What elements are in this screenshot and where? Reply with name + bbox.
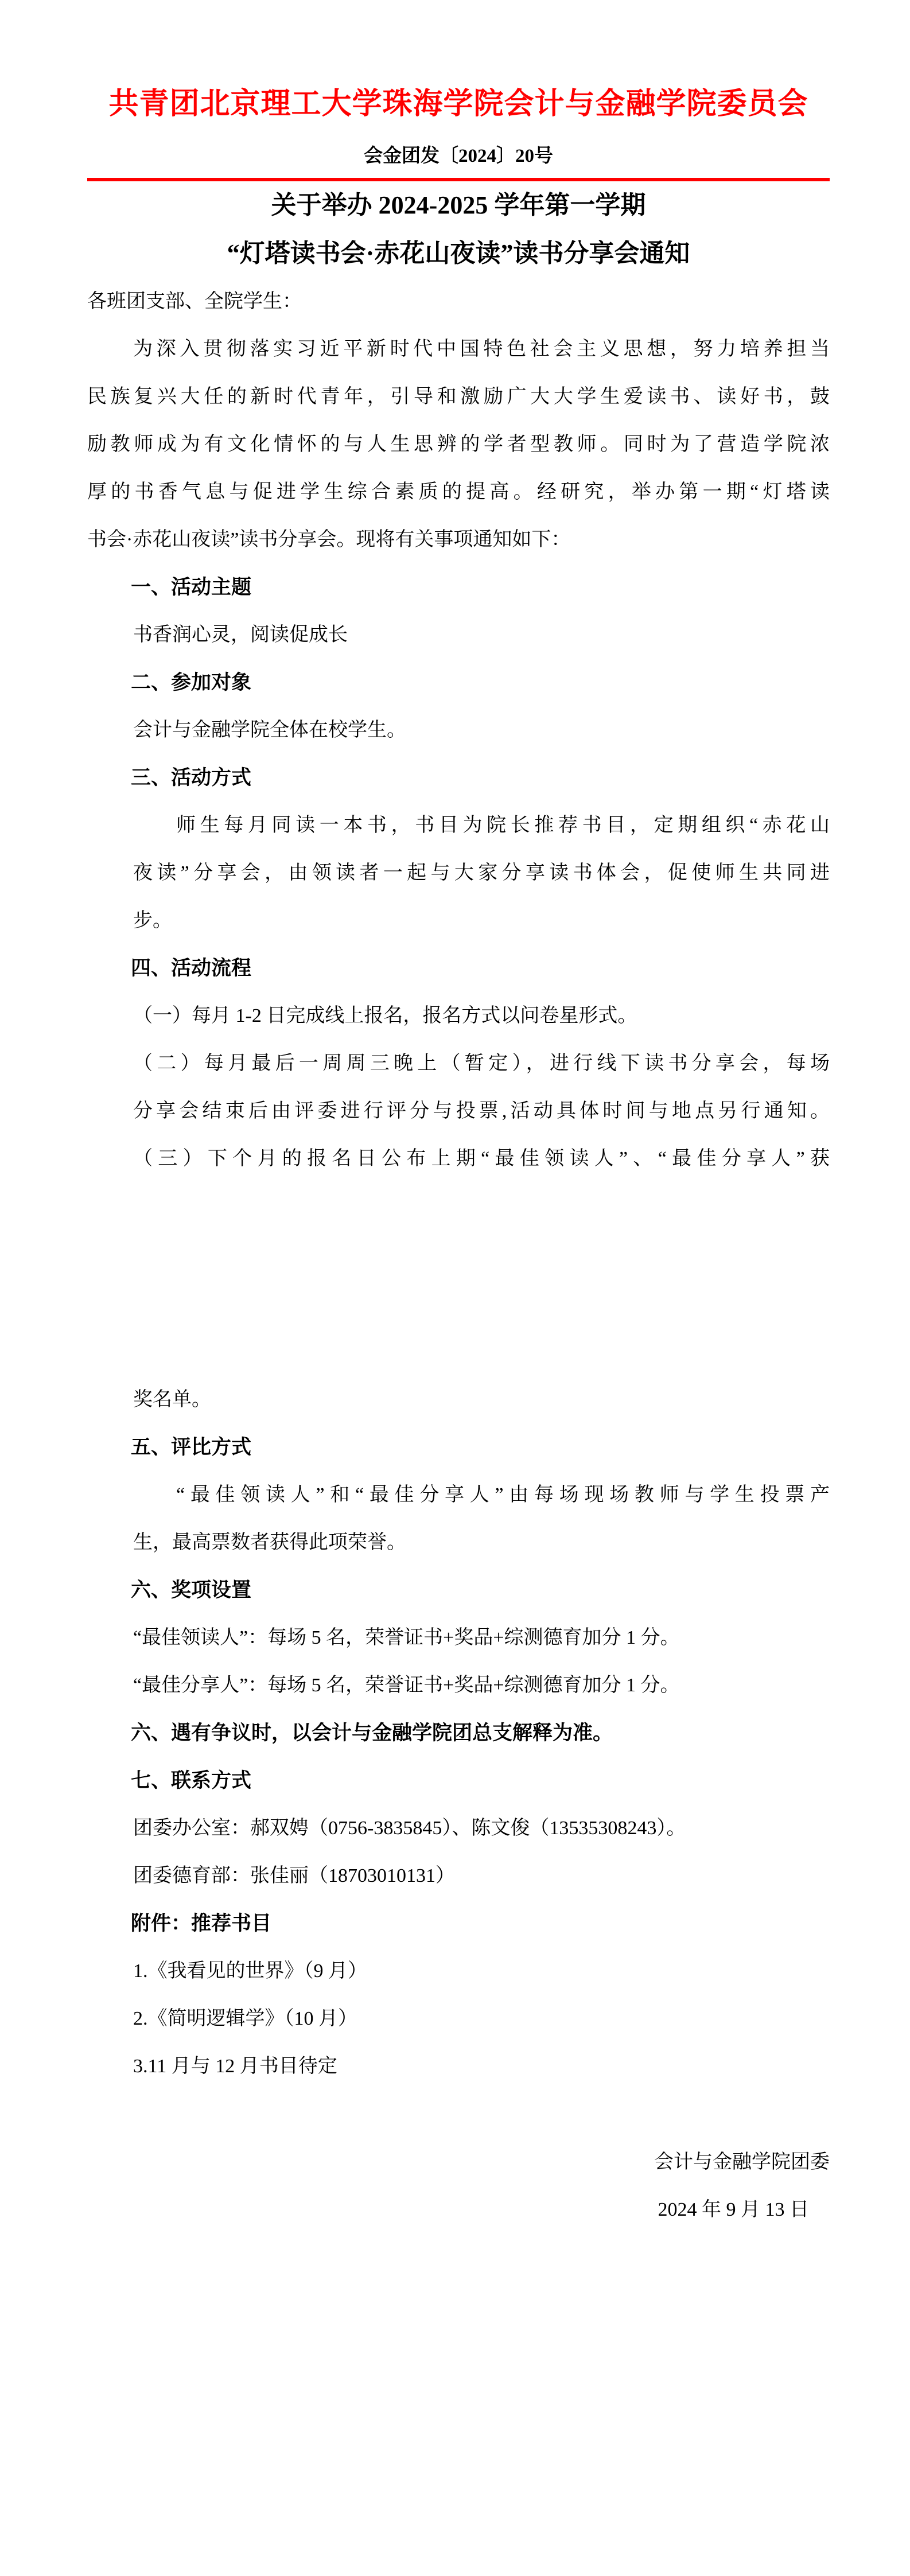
doc-title-line1: 关于举办 2024-2025 学年第一学期 [271,191,646,219]
intro-line: 书会·赤花山夜读”读书分享会。现将有关事项通知如下： [87,529,571,550]
body-line: “最佳分享人”：每场 5 名，荣誉证书+奖品+综测德育加分 1 分。 [133,1675,680,1696]
section-heading-participants: 二、参加对象 [131,671,252,694]
book-list-item: 2.《简明逻辑学》（10 月） [133,2008,357,2029]
body-line: “最佳领读人”：每场 5 名，荣誉证书+奖品+综测德育加分 1 分。 [133,1627,680,1648]
section-heading-method: 三、活动方式 [131,766,252,789]
signature-date: 2024 年 9 月 13 日 [658,2199,809,2220]
signature-org: 会计与金融学院团委 [654,2151,830,2173]
body-line: 生，最高票数者获得此项荣誉。 [133,1532,406,1553]
doc-number: 会金团发〔2024〕20号 [364,146,553,166]
section-heading-dispute: 六、遇有争议时，以会计与金融学院团总支解释为准。 [131,1722,613,1744]
body-line: “最佳领读人”和“最佳分享人”由每场现场教师与学生投票产 [176,1484,830,1505]
contact-line: 团委办公室：郝双娉（0756-3835845）、陈文俊（13535308243）。 [133,1818,686,1839]
body-line: 步。 [133,910,172,931]
book-list-item: 3.11 月与 12 月书目待定 [133,2056,337,2077]
intro-line: 励教师成为有文化情怀的与人生思辨的学者型教师。同时为了营造学院浓 [87,434,830,455]
body-line: 奖名单。 [133,1389,211,1410]
contact-line: 团委德育部：张佳丽（18703010131） [133,1865,455,1886]
body-line: （一）每月 1-2 日完成线上报名，报名方式以问卷星形式。 [133,1005,637,1026]
book-list-item: 1.《我看见的世界》（9 月） [133,1960,367,1982]
body-line: 分享会结束后由评委进行评分与投票,活动具体时间与地点另行通知。 [133,1100,830,1122]
section-heading-theme: 一、活动主题 [131,576,252,598]
section-heading-awards: 六、奖项设置 [131,1579,252,1601]
doc-title-line2: “灯塔读书会·赤花山夜读”读书分享会通知 [227,239,690,267]
body-line: （二）每月最后一周周三晚上（暂定），进行线下读书分享会，每场 [133,1053,830,1074]
section-heading-process: 四、活动流程 [131,957,252,979]
section-heading-attachment: 附件：推荐书目 [131,1912,272,1935]
org-title: 共青团北京理工大学珠海学院会计与金融学院委员会 [108,88,808,120]
body-line: 书香润心灵，阅读促成长 [133,624,348,645]
intro-line: 为深入贯彻落实习近平新时代中国特色社会主义思想，努力培养担当 [133,338,830,360]
intro-line: 厚的书香气息与促进学生综合素质的提高。经研究，举办第一期“灯塔读 [87,481,830,503]
body-line: （三）下个月的报名日公布上期“最佳领读人”、“最佳分享人”获 [133,1148,830,1169]
body-line: 会计与金融学院全体在校学生。 [133,719,406,741]
body-line: 夜读”分享会，由领读者一起与大家分享读书体会，促使师生共同进 [133,862,830,884]
body-line: 师生每月同读一本书，书目为院长推荐书目，定期组织“赤花山 [176,815,830,836]
section-heading-contact: 七、联系方式 [131,1769,252,1792]
intro-line: 民族复兴大任的新时代青年，引导和激励广大大学生爱读书、读好书，鼓 [87,386,830,407]
section-heading-evaluation: 五、评比方式 [131,1436,252,1458]
salutation: 各班团支部、全院学生： [87,291,302,312]
